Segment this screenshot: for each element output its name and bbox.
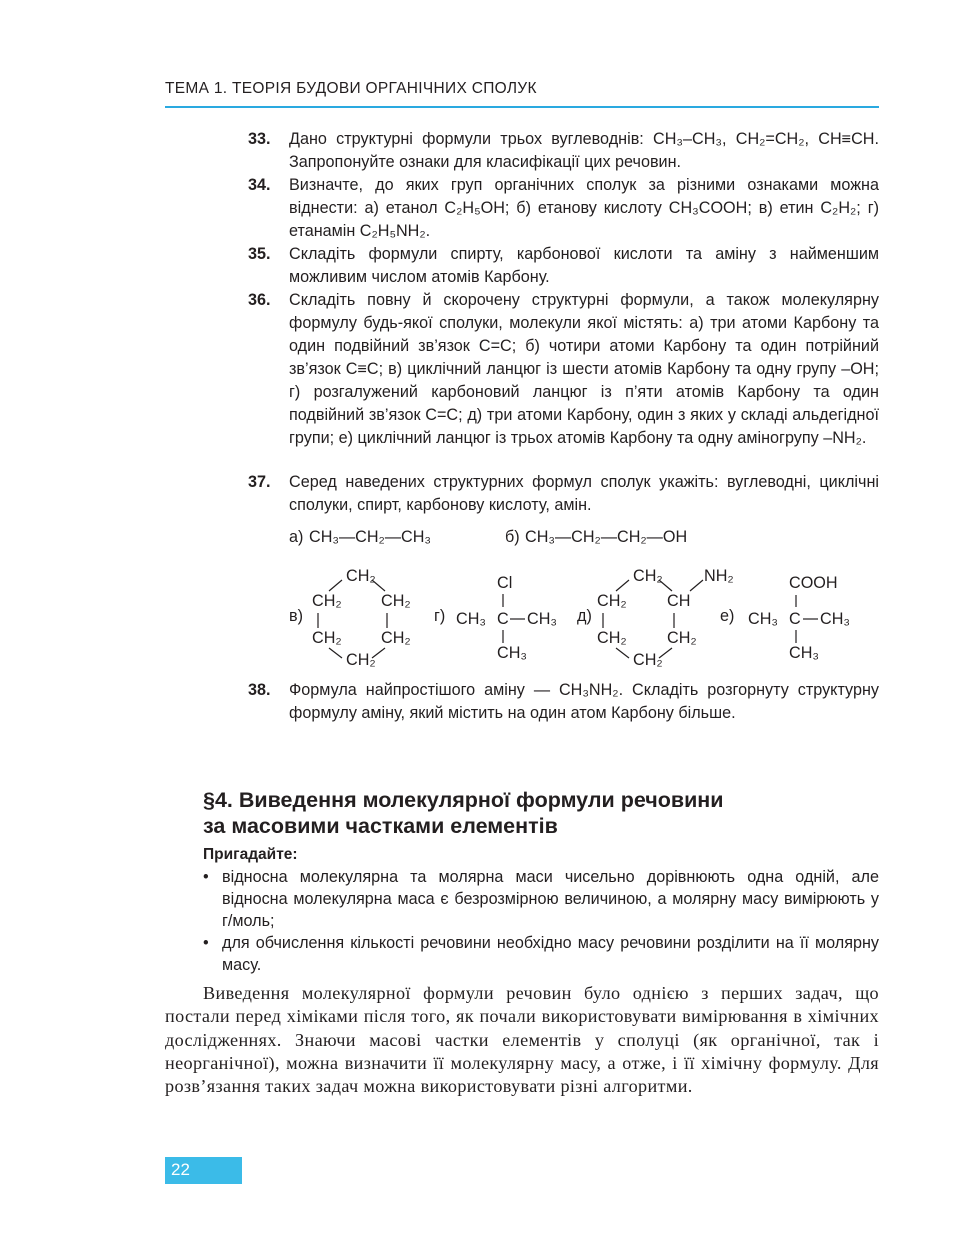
bullet-text: для обчислення кількості речовини необхідно масу речовини розділити на її молярну масу. xyxy=(222,934,879,974)
section-title-line-1: §4. Виведення молекулярної формули речовини xyxy=(203,788,724,812)
structure-label-e: е) xyxy=(720,607,735,625)
bullet-text: відносна молекулярна та молярна маси чисельно дорівнюють одна одній, але відносна молекулярна маса є безрозмірною величиною, а молярну масу вимірюють у г/моль; xyxy=(222,868,879,930)
atom-c: C xyxy=(497,610,509,628)
exercise-38 xyxy=(248,679,879,725)
page-number: 22 xyxy=(171,1160,190,1179)
exercise-text: Серед наведених структурних формул сполук укажіть: вуглеводні, циклічні сполуки, спирт, карбонову кислоту, амін. xyxy=(289,473,879,514)
exercise-text: Складіть повну й скорочену структурні формули, а також молекулярну формулу будь-якої сполуки, молекули якої містять: а) три атоми Карбону та один подвійний зв’язок C=C; б) чотири атоми Карбону та один потрійний зв’язок C≡C; в) циклічний ланцюг із шести атомів Карбону та одну групу –OH; г) розгалужений карбоновий ланцюг із п’яти атомів Карбону та один подвійний зв’язок C=C; д) три атоми Карбону, один з яких у складі альдегідної групи; е) циклічний ланцюг із трьох атомів Карбону та одну аміногрупу –NH₂. xyxy=(289,291,879,447)
atom-c: C xyxy=(789,610,801,628)
exercise-text: Складіть формули спирту, карбонової кислоти та аміну з найменшим можливим числом атомів Карбону. xyxy=(289,245,879,286)
recall-label: Пригадайте: xyxy=(203,846,298,863)
atom-cl: Cl xyxy=(497,574,513,592)
section-title-line-2: за масовими частками елементів xyxy=(203,814,558,838)
atom-ch2: CH₂ xyxy=(381,629,411,647)
atom-ch3: CH₃ xyxy=(456,610,486,628)
atom-ch2: CH₂ xyxy=(633,567,663,585)
atom-ch3: CH₃ xyxy=(820,610,850,628)
atom-cooh: COOH xyxy=(789,574,838,592)
exercise-text: Визначте, до яких груп органічних сполук за різними ознаками можна віднести: а) етанол C₂H₅OH; б) етанову кислоту CH₃COOH; в) етин C₂H₂; г) етанамін C₂H₅NH₂. xyxy=(289,176,879,240)
exercise-number: 38. xyxy=(248,681,271,699)
atom-ch2: CH₂ xyxy=(633,651,663,669)
structure-label-b: б) xyxy=(505,528,520,546)
running-header: ТЕМА 1. ТЕОРІЯ БУДОВИ ОРГАНІЧНИХ СПОЛУК xyxy=(165,80,537,97)
formula-propane: CH₃—CH₂—CH₃ xyxy=(309,528,431,546)
bullet-item xyxy=(203,866,879,932)
bullet-dot: • xyxy=(203,934,209,952)
bullet-dot: • xyxy=(203,868,209,886)
structure-label-v: в) xyxy=(289,607,303,625)
atom-ch2: CH₂ xyxy=(312,629,342,647)
atom-ch3: CH₃ xyxy=(497,644,527,662)
exercise-number: 35. xyxy=(248,245,271,263)
body-paragraph xyxy=(165,982,879,1098)
atom-ch: CH xyxy=(667,592,691,610)
atom-ch3: CH₃ xyxy=(789,644,819,662)
exercise-number: 34. xyxy=(248,176,271,194)
atom-ch2: CH₂ xyxy=(597,629,627,647)
atom-nh2: NH₂ xyxy=(704,567,734,585)
structure-label-g: г) xyxy=(434,607,446,625)
section-title xyxy=(203,787,724,839)
exercise-text: Дано структурні формули трьох вуглеводнів: CH₃–CH₃, CH₂=CH₂, CH≡CH. Запропонуйте ознаки для класифікації цих речовин. xyxy=(289,130,879,171)
atom-ch3: CH₃ xyxy=(527,610,557,628)
atom-ch2: CH₂ xyxy=(597,592,627,610)
body-paragraph-text: Виведення молекулярної формули речовин було однією з перших задач, що постали перед хіміками після того, як почали використовувати вимірювання в хімічних дослідженнях. Знаючи масові частки елементів у сполуці (як органічної, так і неорганічної), можна визначити її молекулярну масу, а отже, і її хімічну формулу. Для розв’язання таких задач можна використовувати різні алгоритми. xyxy=(165,983,879,1097)
atom-ch2: CH₂ xyxy=(312,592,342,610)
formula-propanol: CH₃—CH₂—CH₂—OH xyxy=(525,528,688,546)
structure-label-d: д) xyxy=(577,607,592,625)
atom-ch3: CH₃ xyxy=(748,610,778,628)
atom-ch2: CH₂ xyxy=(346,567,376,585)
atom-ch2: CH₂ xyxy=(381,592,411,610)
exercise-number: 37. xyxy=(248,473,271,491)
structure-label-a: а) xyxy=(289,528,304,546)
page-number-box xyxy=(165,1157,242,1184)
exercise-number: 36. xyxy=(248,291,271,309)
atom-ch2: CH₂ xyxy=(667,629,697,647)
atom-ch2: CH₂ xyxy=(346,651,376,669)
exercise-number: 33. xyxy=(248,130,271,148)
bullet-item xyxy=(203,932,879,976)
exercise-text: Формула найпростішого аміну — CH₃NH₂. Складіть розгорнуту структурну формулу аміну, який містить на один атом Карбону більше. xyxy=(289,681,879,722)
